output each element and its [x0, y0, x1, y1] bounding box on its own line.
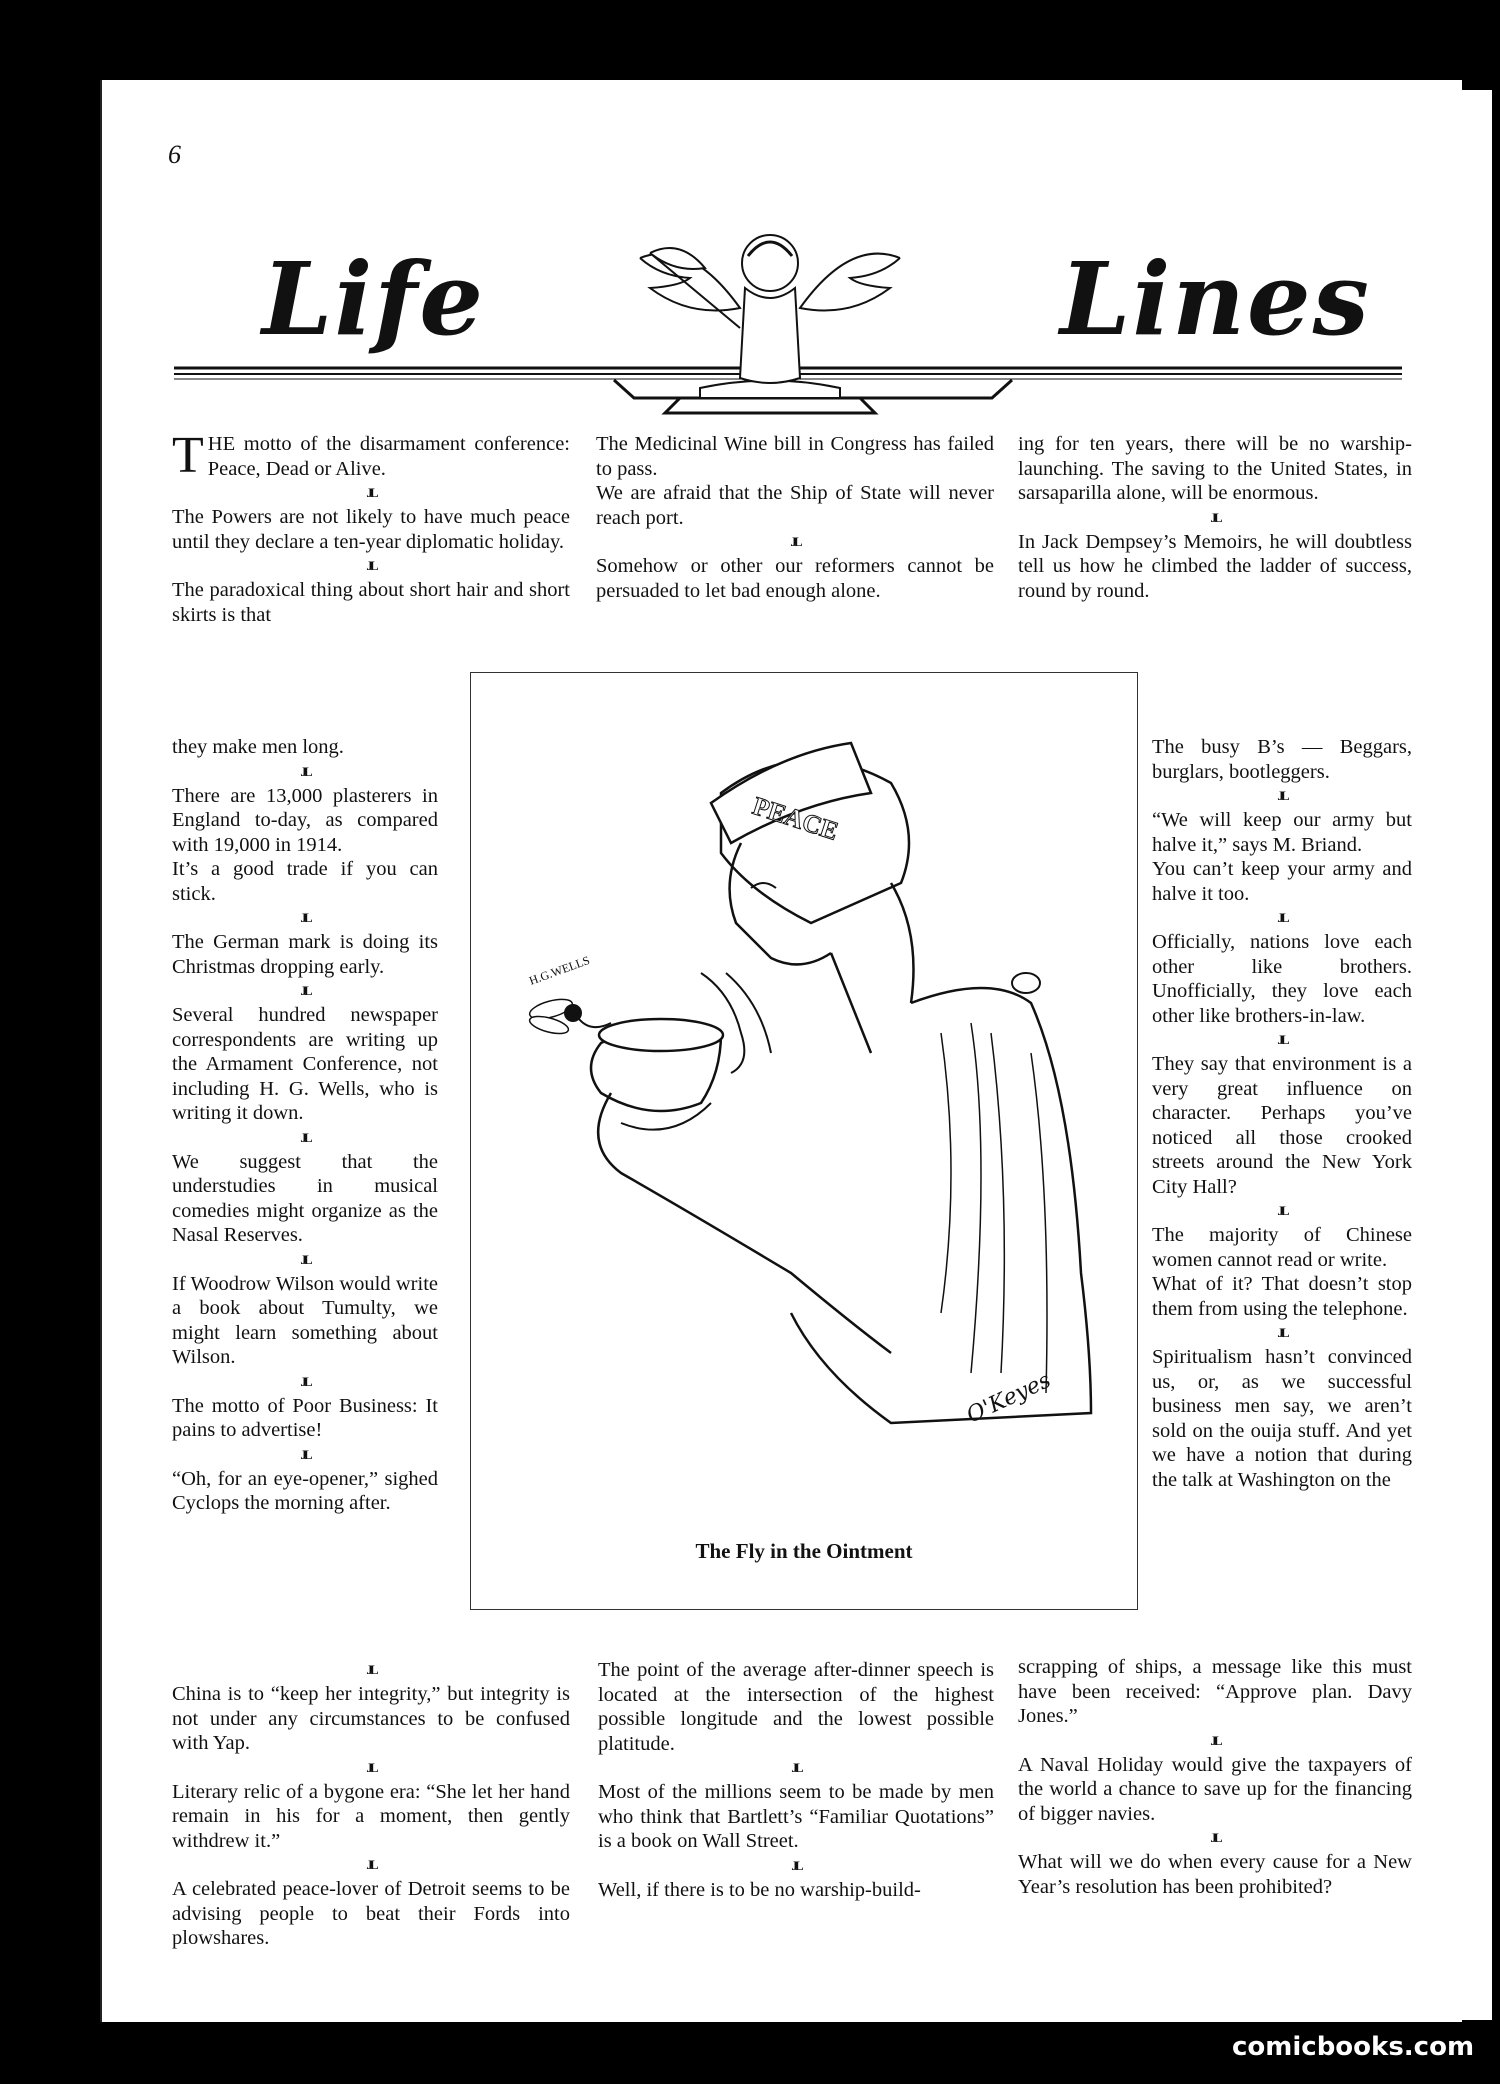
separator-mark: JL: [300, 763, 310, 779]
paragraph: Officially, nations love each other like brothers. Unofficially, they love each other like brothers-in-law.: [1152, 931, 1412, 1027]
paragraph: ing for ten years, there will be no warship-launching. The saving to the United States, in sarsaparilla alone, will be enormous.: [1018, 433, 1412, 504]
paragraph: If Woodrow Wilson would write a book about Tumulty, we might learn something about Wilson.: [172, 1272, 438, 1368]
paragraph: Literary relic of a bygone era: “She let her hand remain in his for a moment, then gently withdrew it.”: [172, 1780, 570, 1852]
paragraph: A celebrated peace-lover of Detroit seems to be advising people to beat their Fords into plowshares.: [172, 1878, 570, 1949]
cartoon-caption: The Fly in the Ointment: [695, 1539, 913, 1563]
separator-mark: JL: [790, 534, 800, 549]
magazine-page: [100, 80, 1462, 2022]
paragraph: They say that environment is a very great influence on character. Perhaps you’ve noticed all those crooked streets around the New York City Hall?: [1152, 1053, 1412, 1198]
paragraph: China is to “keep her integrity,” but integrity is not under any circumstances to be confused with Yap.: [172, 1683, 570, 1754]
separator-mark: JL: [1277, 788, 1287, 803]
paragraph: What will we do when every cause for a New Year’s resolution has been prohibited?: [1018, 1851, 1412, 1898]
separator-mark: JL: [366, 1759, 376, 1775]
separator-mark: JL: [300, 910, 310, 925]
paragraph: Somehow or other our reformers cannot be persuaded to let bad enough alone.: [596, 555, 994, 602]
peace-band-text: PEACE: [749, 791, 842, 846]
paragraph: The Powers are not likely to have much peace until they declare a ten-year diplomatic holiday.: [172, 506, 570, 553]
paragraph: The point of the average after-dinner speech is located at the intersection of the highest possible longitude and the lowest possible platitude.: [598, 1659, 994, 1755]
separator-mark: JL: [1277, 1032, 1287, 1047]
column-2-top: [596, 432, 994, 603]
column-1-narrow: [172, 735, 438, 1516]
separator-mark: JL: [791, 1760, 801, 1775]
separator-mark: JL: [1210, 1830, 1220, 1845]
cartoon-illustration: [470, 672, 1138, 1610]
fly-label: H.G.WELLS: [527, 953, 592, 988]
separator-mark: JL: [366, 1857, 376, 1872]
paragraph: Well, if there is to be no warship-build-: [598, 1878, 921, 1901]
separator-mark: JL: [1210, 509, 1220, 525]
separator-mark: JL: [366, 558, 376, 573]
title-lines: Lines: [1060, 240, 1371, 358]
separator-mark: JL: [300, 1373, 310, 1389]
drop-cap: T: [172, 427, 204, 484]
paragraph: THE motto of the disarmament conference: Peace, Dead or Alive.: [172, 427, 570, 484]
watermark: comicbooks.com: [1232, 2032, 1475, 2062]
paragraph: “Oh, for an eye-opener,” sighed Cyclops the morning after.: [172, 1467, 438, 1514]
paragraph: There are 13,000 plasterers in England to-day, as compared with 19,000 in 1914.: [172, 784, 438, 856]
artist-signature: O'Keyes: [962, 1367, 1055, 1429]
separator-mark: JL: [1277, 910, 1287, 925]
paragraph: You can’t keep your army and halve it too.: [1152, 858, 1412, 905]
title-life: Life: [262, 240, 485, 358]
column-1-top: [172, 427, 570, 627]
paragraph: they make men long.: [172, 736, 344, 758]
facing-page-edge: [1462, 90, 1492, 2020]
separator-mark: JL: [791, 1857, 801, 1873]
paragraph: Several hundred newspaper correspondents are writing up the Armament Conference, not including H. G. Wells, who is writing it down.: [172, 1004, 438, 1124]
separator-mark: JL: [366, 485, 376, 500]
paragraph: The paradoxical thing about short hair and short skirts is that: [172, 579, 570, 626]
paragraph: “We will keep our army but halve it,” says M. Briand.: [1152, 809, 1412, 856]
paragraph: It’s a good trade if you can stick.: [172, 858, 438, 905]
column-1-bottom: [172, 1658, 570, 1951]
separator-mark: JL: [300, 1129, 310, 1145]
paragraph: We suggest that the understudies in musical comedies might organize as the Nasal Reserves.: [172, 1150, 438, 1246]
separator-mark: JL: [366, 1662, 376, 1677]
separator-mark: JL: [1277, 1203, 1287, 1218]
peace-woman-drawing: [471, 673, 1137, 1609]
cherub-quill-emblem: [620, 198, 920, 428]
separator-mark: JL: [300, 1446, 310, 1462]
column-2-bottom: [598, 1658, 994, 1902]
paragraph: The majority of Chinese women cannot read or write.: [1152, 1224, 1412, 1271]
separator-mark: JL: [300, 1251, 310, 1267]
paragraph: Most of the millions seem to be made by men who think that Bartlett’s “Familiar Quotations” is a book on Wall Street.: [598, 1781, 994, 1852]
column-3-top: [1018, 432, 1412, 603]
paragraph: We are afraid that the Ship of State will never reach port.: [596, 482, 994, 529]
paragraph: The busy B’s — Beggars, burglars, bootleggers.: [1152, 736, 1412, 783]
page-number: 6: [168, 140, 181, 169]
paragraph: What of it? That doesn’t stop them from using the telephone.: [1152, 1273, 1412, 1320]
column-3-bottom: [1018, 1655, 1412, 1899]
paragraph: The motto of Poor Business: It pains to advertise!: [172, 1394, 438, 1441]
separator-mark: JL: [1210, 1732, 1220, 1748]
column-3-narrow: [1152, 735, 1412, 1492]
paragraph: Spiritualism hasn’t convinced us, or, as we successful business men say, we aren’t sold on the ouija stuff. And yet we have a notion that during the talk at Washington on the: [1152, 1346, 1412, 1491]
paragraph: The Medicinal Wine bill in Congress has failed to pass.: [596, 433, 994, 480]
paragraph: scrapping of ships, a message like this must have been received: “Approve plan. Davy Jones.”: [1018, 1656, 1412, 1727]
separator-mark: JL: [300, 983, 310, 998]
paragraph: In Jack Dempsey’s Memoirs, he will doubtless tell us how he climbed the ladder of success, round by round.: [1018, 530, 1412, 602]
separator-mark: JL: [1277, 1325, 1287, 1340]
paragraph: The German mark is doing its Christmas dropping early.: [172, 931, 438, 978]
paragraph: A Naval Holiday would give the taxpayers of the world a chance to save up for the financing of bigger navies.: [1018, 1753, 1412, 1825]
